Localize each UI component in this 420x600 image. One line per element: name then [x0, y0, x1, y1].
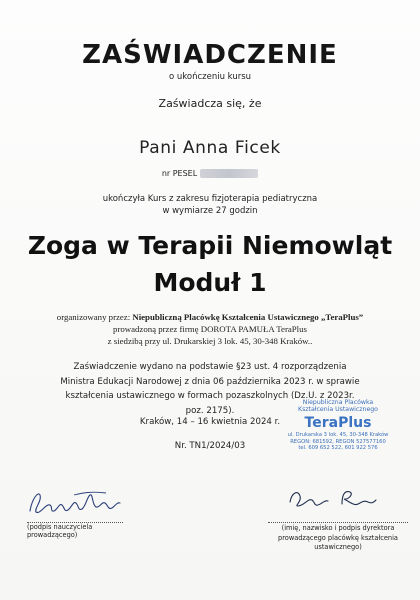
course-scope: ukończyła Kurs z zakresu fizjoterapia pediatryczna: [102, 194, 318, 204]
organizer-line-3: z siedzibą przy ul. Drukarskiej 3 lok. 45, 30-348 Kraków..: [107, 336, 313, 346]
recipient-name: Pani Anna Ficek: [139, 138, 281, 158]
pesel-row: [0, 169, 420, 178]
certifies-text: Zaświadcza się, że: [158, 97, 262, 110]
organizer-prefix: organizowany przez:: [56, 312, 133, 322]
stamp-brand: TeraPlus: [304, 415, 372, 432]
course-title: Zoga w Terapii Niemowląt: [27, 231, 393, 260]
certificate-title: ZAŚWIADCZENIE: [82, 40, 338, 70]
director-caption-line-2: prowadzącego placówkę kształcenia ustawicznego): [278, 533, 398, 551]
stamp-ids: REGON: 681592, REGON 527577160: [290, 438, 386, 445]
organizer-line-2: prowadzoną przez firmę DOROTA PAMUŁA TeraPlus: [113, 324, 307, 334]
teacher-signature-caption: (podpis nauczyciela prowadzącego): [27, 523, 93, 539]
director-signature: [284, 484, 380, 512]
stamp-line-2: Kształcenia Ustawicznego: [298, 406, 378, 414]
organizer-line-1: [0, 312, 420, 322]
pesel-label: nr PESEL: [161, 169, 198, 178]
place-date: Kraków, 14 – 16 kwietnia 2024 r.: [139, 417, 281, 427]
director-signature-caption: [262, 524, 414, 553]
course-module: Moduł 1: [153, 268, 267, 297]
course-hours: w wymiarze 27 godzin: [162, 206, 258, 216]
stamp-line-1: Niepubliczna Placówka: [302, 399, 374, 406]
director-signature-line: [268, 522, 408, 523]
organizer-name: Niepubliczną Placówkę Kształcenia Ustawicznego „TeraPlus”: [132, 312, 364, 322]
stamp-phone: tel. 609 652 522, 601 922 576: [298, 445, 378, 451]
stamp-address: ul. Drukarska 3 lok. 45, 30-348 Kraków: [287, 432, 389, 439]
certificate-subtitle: o ukończeniu kursu: [168, 72, 252, 82]
teacher-signature: [26, 481, 124, 519]
certificate-number: Nr. TN1/2024/03: [174, 441, 246, 451]
director-caption-line-1: (imię, nazwisko i podpis dyrektora: [281, 524, 395, 532]
legal-basis: Zaświadczenie wydano na podstawie §23 ust. 4 rozporządzenia Ministra Edukacji Narodowej z dnia 06 października 2023 r. w sprawie kształcenia ustawicznego w formach pozaszkolnych (Dz.U. z 2023r. poz. 2175).: [60, 362, 360, 416]
pesel-redacted: [200, 169, 258, 178]
